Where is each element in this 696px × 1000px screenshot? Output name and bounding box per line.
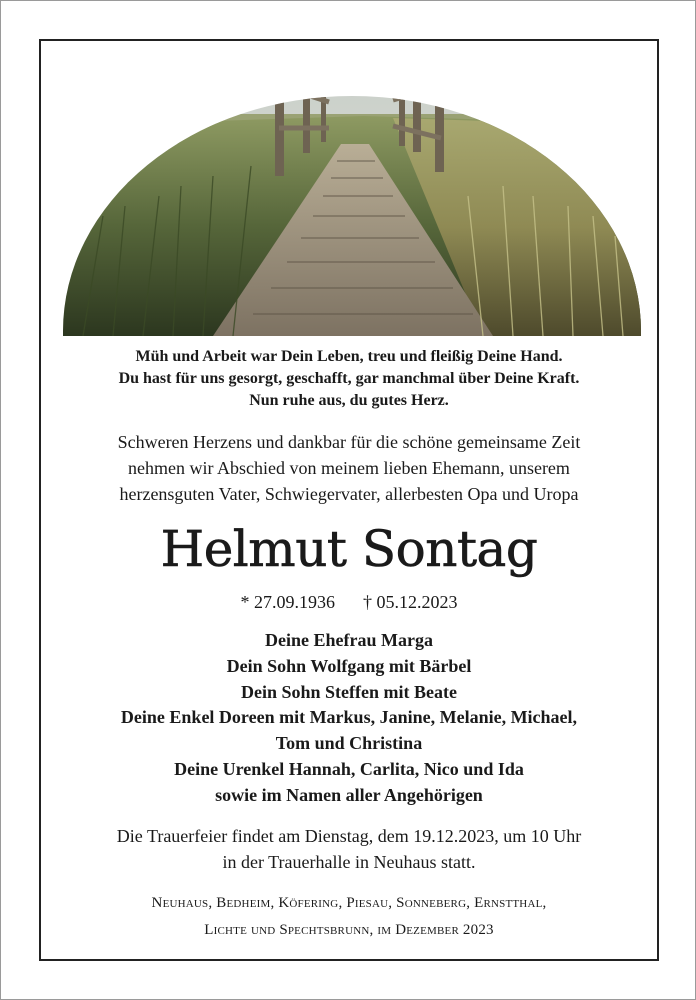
- life-dates: [41, 589, 657, 615]
- birth-date: * 27.09.1936: [240, 592, 335, 612]
- mourners-list: [41, 628, 657, 809]
- deceased-name: Helmut Sontag: [160, 520, 538, 578]
- mourner-line: sowie im Namen aller Angehörigen: [215, 784, 483, 805]
- intro-line: herzensguten Vater, Schwiegervater, allerbesten Opa und Uropa: [119, 484, 579, 504]
- notice-border: [39, 39, 659, 961]
- mourner-line: Deine Urenkel Hannah, Carlita, Nico und Ida: [174, 758, 524, 779]
- intro-line: nehmen wir Abschied von meinem lieben Ehemann, unserem: [128, 458, 570, 478]
- funeral-info: [41, 823, 657, 875]
- verse-line: Müh und Arbeit war Dein Leben, treu und fleißig Deine Hand.: [135, 348, 563, 365]
- death-date: † 05.12.2023: [363, 592, 458, 612]
- mourner-line: Dein Sohn Steffen mit Beate: [241, 681, 457, 702]
- mourner-line: Deine Ehefrau Marga: [265, 630, 433, 650]
- verse-line: Nun ruhe aus, du gutes Herz.: [249, 392, 449, 409]
- funeral-line: in der Trauerhalle in Neuhaus statt.: [222, 852, 476, 872]
- intro-line: Schweren Herzens und dankbar für die schöne gemeinsame Zeit: [117, 432, 581, 452]
- intro-text: [41, 429, 657, 507]
- boardwalk-photo: [63, 66, 641, 336]
- places-line: Neuhaus, Bedheim, Köfering, Piesau, Sonneberg, Ernstthal,: [151, 895, 547, 911]
- verse-line: Du hast für uns gesorgt, geschafft, gar manchmal über Deine Kraft.: [118, 370, 580, 387]
- mourner-line: Deine Enkel Doreen mit Markus, Janine, Melanie, Michael,: [120, 707, 578, 728]
- mourner-line: Dein Sohn Wolfgang mit Bärbel: [226, 655, 472, 676]
- places-and-date: [41, 890, 657, 944]
- memorial-verse: [41, 346, 657, 412]
- mourner-line: Tom und Christina: [275, 733, 423, 754]
- funeral-line: Die Trauerfeier findet am Dienstag, dem 19.12.2023, um 10 Uhr: [116, 826, 582, 846]
- places-line: Lichte und Spechtsbrunn, im Dezember 2023: [204, 922, 494, 938]
